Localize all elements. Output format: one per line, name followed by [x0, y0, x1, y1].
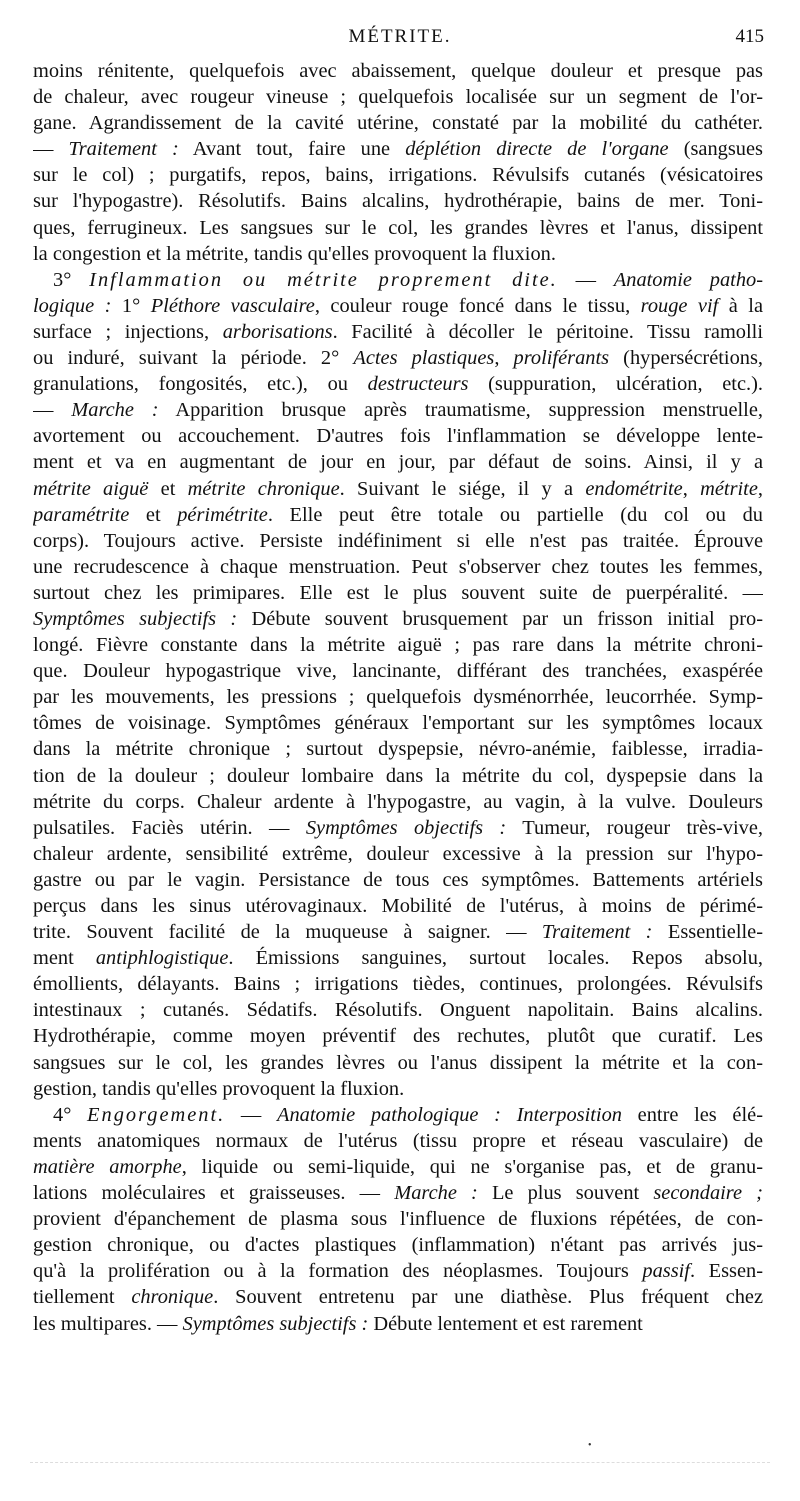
italic-run: passif	[642, 1260, 690, 1283]
text-line	[33, 1076, 763, 1102]
text-line	[33, 397, 763, 423]
text-run: surtout chez les primipares. Elle est le plus souvent suite de puerpéralité. —	[33, 581, 763, 604]
text-run: —	[557, 268, 614, 291]
text-run: gestion, tandis qu'elles provoquent la fluxion.	[33, 1077, 405, 1100]
text-line	[33, 293, 763, 319]
text-line	[33, 241, 763, 267]
text-run: sur le col) ; purgatifs, repos, bains, irrigations. Révulsifs cutanés (vésicatoires	[33, 164, 763, 187]
text-run: ques, ferrugineux. Les sangsues sur le col, les grandes lèvres et l'anus, dissipent	[33, 216, 763, 239]
italic-run: Anatomie patho-	[613, 268, 763, 291]
text-run: et	[129, 503, 178, 526]
italic-run: Symptômes subjectifs :	[182, 1312, 369, 1335]
text-run: par les mouvements, les pressions ; quelquefois dysménorrhée, leucorrhée. Symp-	[33, 686, 763, 709]
text-run: Avant tout, faire une	[178, 138, 406, 161]
text-run: , liquide ou semi-liquide, qui ne s'organise pas, et de granu-	[181, 1155, 763, 1178]
text-run: surface ; injections,	[33, 320, 223, 343]
text-line	[33, 371, 763, 397]
text-line	[33, 867, 763, 893]
text-run: . Suivant le siége, il y a	[339, 477, 586, 500]
italic-run: Traitement :	[541, 921, 653, 944]
text-line	[33, 1050, 763, 1076]
text-line	[33, 58, 763, 84]
text-run: moins rénitente, quelquefois avec abaissement, quelque douleur et presque pas	[33, 60, 763, 82]
text-run: 4°	[53, 1103, 88, 1126]
italic-run: Actes plastiques	[353, 347, 495, 370]
text-line	[33, 1258, 763, 1284]
text-run: longé. Fièvre constante dans la métrite aiguë ; pas rare dans la métrite chroni-	[33, 634, 763, 657]
text-line	[33, 528, 763, 554]
text-run: sur l'hypogastre). Résolutifs. Bains alcalins, hydrothérapie, bains de mer. Toni-	[33, 190, 763, 213]
text-run: (hypersécrétions,	[609, 347, 763, 370]
text-line	[33, 710, 763, 736]
text-run: . Émissions sanguines, surtout locales. Repos absolu,	[228, 947, 763, 970]
italic-run: logique :	[33, 294, 112, 317]
text-run: avortement ou accouchement. D'autres fois l'inflammation se développe lente-	[33, 425, 763, 448]
italic-run: métrite chronique	[187, 477, 340, 500]
text-run: ment et va en augmentant de jour en jour, par défaut de soins. Ainsi, il y a	[33, 451, 763, 474]
running-title: MÉTRITE.	[348, 26, 452, 47]
italic-run: secondaire ;	[653, 1182, 763, 1205]
text-run: . Souvent entretenu par une diathèse. Plus fréquent chez	[213, 1286, 763, 1309]
text-line	[33, 1180, 763, 1206]
text-run: chaleur ardente, sensibilité extrême, douleur excessive à la pression sur l'hypo-	[33, 842, 763, 865]
italic-run: déplétion directe de l'organe	[405, 138, 669, 161]
italic-run: Symptômes subjectifs :	[33, 607, 238, 630]
text-run: (suppuration, ulcération, etc.).	[468, 373, 763, 396]
text-line	[33, 319, 763, 345]
text-line	[33, 763, 763, 789]
text-run: Débute souvent brusquement par un frisson initial pro-	[237, 607, 763, 630]
text-run: métrite du corps. Chaleur ardente à l'hypogastre, au vagin, à la vulve. Douleurs	[33, 790, 763, 813]
text-run: Essentielle-	[652, 921, 763, 944]
text-run: . Facilité à décoller le péritoine. Tissu ramolli	[332, 320, 763, 343]
text-line	[33, 632, 763, 658]
page-number: 415	[735, 26, 764, 47]
italic-run: Symptômes objectifs :	[305, 816, 507, 839]
text-run: Le plus souvent	[477, 1182, 654, 1205]
italic-run: métrite aiguë	[33, 477, 149, 500]
italic-run: destructeurs	[367, 373, 469, 396]
text-run: tômes de voisinage. Symptômes généraux l'emportant sur les symptômes locaux	[33, 712, 763, 735]
text-run: provient d'épanchement de plasma sous l'influence de fluxions répétées, de con-	[33, 1208, 763, 1231]
italic-run: Engorgement.	[87, 1103, 226, 1126]
text-run: . Essen-	[689, 1260, 763, 1283]
text-run: la congestion et la métrite, tandis qu'elles provoquent la fluxion.	[33, 242, 556, 265]
italic-run: matière amorphe	[33, 1155, 182, 1178]
italic-run: arborisations	[222, 320, 333, 343]
text-run: (sangsues	[668, 138, 763, 161]
text-run: dans la métrite chronique ; surtout dyspepsie, névro-anémie, faiblesse, irradia-	[33, 738, 763, 761]
italic-run: endométrite	[585, 477, 683, 500]
text-line	[33, 841, 763, 867]
text-line	[33, 997, 763, 1023]
text-line	[33, 1154, 763, 1180]
text-run: sangsues sur le col, les grandes lèvres ou l'anus dissipent la métrite et la con-	[33, 1051, 763, 1074]
text-run: 3°	[53, 268, 90, 291]
text-run: intestinaux ; cutanés. Sédatifs. Résolutifs. Onguent napolitain. Bains alcalins.	[33, 999, 763, 1022]
print-speck: •	[588, 1440, 592, 1451]
italic-run: Inflammation ou métrite proprement dite.	[89, 268, 558, 291]
text-line	[33, 136, 763, 162]
text-line	[33, 449, 763, 475]
text-line	[33, 1311, 763, 1337]
body-text	[33, 58, 763, 1337]
text-line	[33, 684, 763, 710]
text-run: perçus dans les sinus utérovaginaux. Mobilité de l'utérus, à moins de périmé-	[33, 895, 763, 917]
text-run: 1°	[111, 294, 151, 317]
text-run: Débute lentement et est rarement	[368, 1312, 643, 1335]
text-run: ment	[33, 947, 96, 970]
text-line	[33, 1102, 763, 1128]
text-line	[33, 554, 763, 580]
italic-run: Anatomie pathologique : Interposition	[277, 1103, 622, 1126]
text-run: à la	[718, 294, 763, 317]
italic-run: paramétrite	[33, 503, 130, 526]
text-run: que. Douleur hypogastrique vive, lancinante, différant des tranchées, exaspérée	[33, 660, 763, 683]
text-line	[33, 345, 763, 371]
text-line	[33, 893, 763, 919]
text-run: trite. Souvent facilité de la muqueuse à saigner. —	[33, 921, 542, 944]
text-run: de chaleur, avec rougeur vineuse ; quelquefois localisée sur un segment de l'or-	[33, 86, 763, 109]
text-line	[33, 1206, 763, 1232]
text-run: tion de la douleur ; douleur lombaire dans la métrite du col, dyspepsie dans la	[33, 764, 763, 787]
page-header	[0, 26, 800, 56]
text-run: . Elle peut être totale ou partielle (du col ou du	[267, 503, 763, 526]
text-line	[33, 423, 763, 449]
text-run: ,	[682, 477, 701, 500]
text-run: ments anatomiques normaux de l'utérus (tissu propre et réseau vasculaire) de	[33, 1129, 763, 1152]
text-run: —	[33, 399, 72, 422]
text-line	[33, 736, 763, 762]
text-line	[33, 502, 763, 528]
text-line	[33, 1128, 763, 1154]
italic-run: Traitement :	[68, 138, 179, 161]
text-run: ou induré, suivant la période. 2°	[33, 347, 354, 370]
text-line	[33, 215, 763, 241]
italic-run: Marche :	[71, 399, 159, 422]
italic-run: proliférants	[513, 347, 610, 370]
text-line	[33, 658, 763, 684]
text-line	[33, 815, 763, 841]
text-run: granulations, fongosités, etc.), ou	[33, 373, 368, 396]
text-line	[33, 476, 763, 502]
italic-run: rouge vif	[640, 294, 719, 317]
text-line	[33, 919, 763, 945]
text-run: pulsatiles. Faciès utérin. —	[33, 816, 306, 839]
text-run: —	[225, 1103, 278, 1126]
text-line	[33, 1232, 763, 1258]
text-run: Hydrothérapie, comme moyen préventif des rechutes, plutôt que curatif. Les	[33, 1025, 763, 1048]
text-line	[33, 971, 763, 997]
text-run: corps). Toujours active. Persiste indéfiniment si elle n'est pas traitée. Éprouve	[33, 529, 763, 552]
text-run: gastre ou par le vagin. Persistance de tous ces symptômes. Battements artériels	[33, 868, 763, 891]
text-line	[33, 267, 763, 293]
text-run: , couleur rouge foncé dans le tissu,	[314, 294, 641, 317]
italic-run: Pléthore vasculaire	[150, 294, 315, 317]
italic-run: métrite	[700, 477, 758, 500]
text-line	[33, 162, 763, 188]
text-run: Tumeur, rougeur très-vive,	[506, 816, 763, 839]
text-run: entre les élé-	[621, 1103, 763, 1126]
text-run: qu'à la prolifération ou à la formation des néoplasmes. Toujours	[33, 1260, 643, 1283]
text-run: une recrudescence à chaque menstruation. Peut s'observer chez toutes les femmes,	[33, 555, 763, 578]
text-run: gane. Agrandissement de la cavité utérine, constaté par la mobilité du cathéter.	[33, 112, 763, 135]
text-run: les multipares. —	[33, 1312, 183, 1335]
text-line	[33, 188, 763, 214]
italic-run: chronique	[131, 1286, 214, 1309]
text-run: émollients, délayants. Bains ; irrigations tièdes, continues, prolongées. Révulsifs	[33, 973, 763, 996]
text-line	[33, 110, 763, 136]
italic-run: Marche :	[394, 1182, 478, 1205]
text-line	[33, 1284, 763, 1310]
text-line	[33, 84, 763, 110]
italic-run: antiphlogistique	[95, 947, 229, 970]
italic-run: périmétrite	[177, 503, 268, 526]
text-run: ,	[494, 347, 514, 370]
text-run: et	[148, 477, 188, 500]
page-bottom-marks	[30, 1462, 770, 1463]
text-run: gestion chronique, ou d'actes plastiques (inflammation) n'étant pas arrivés jus-	[33, 1234, 763, 1257]
text-line	[33, 789, 763, 815]
text-run: —	[33, 138, 69, 161]
text-run: ,	[757, 477, 763, 500]
text-run: Apparition brusque après traumatisme, suppression menstruelle,	[158, 399, 763, 422]
text-run: tiellement	[33, 1286, 132, 1309]
text-line	[33, 1023, 763, 1049]
text-line	[33, 580, 763, 606]
text-line	[33, 945, 763, 971]
text-run: lations moléculaires et graisseuses. —	[33, 1182, 395, 1205]
text-line	[33, 606, 763, 632]
